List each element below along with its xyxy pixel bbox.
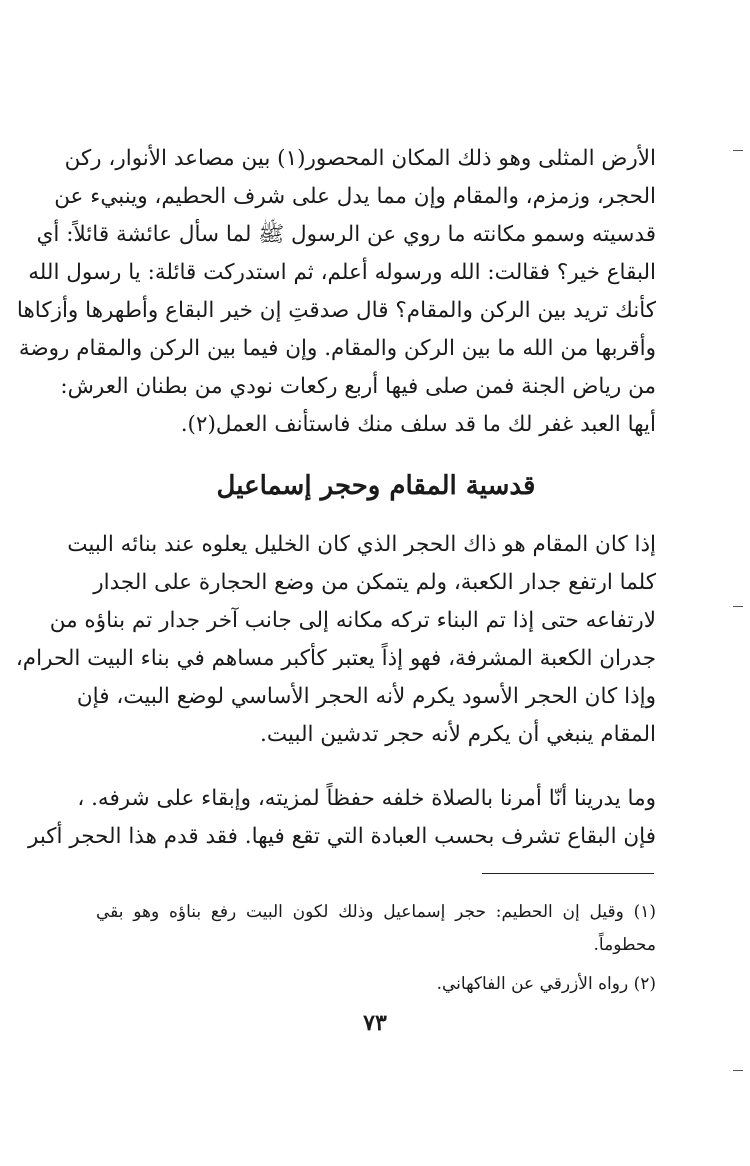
text-line: من رياض الجنة فمن صلى فيها أربع ركعات نودي من بطنان العرش: [60,374,656,399]
margin-mark [733,150,743,151]
text-line: وما يدرينا أنّا أمرنا بالصلاة خلفه حفظاً لمزيته، وإبقاء على شرفه. ، [77,786,656,811]
text-line: لارتفاعه حتى إذا تم البناء تركه مكانه إلى جانب آخر جدار تم بناؤه من [49,608,656,633]
footnote-line: (١) وقيل إن الحطيم: حجر إسماعيل وذلك لكون البيت رفع بناؤه وهو بقي [96,902,656,922]
page-body [15,140,656,856]
footnote-separator [482,873,654,874]
text-line: البقاع خير؟ فقالت: الله ورسوله أعلم، ثم استدركت قائلة: يا رسول الله [28,260,656,285]
footnote-1 [96,896,656,962]
text-line: كأنك تريد بين الركن والمقام؟ قال صدقتِ إن خير البقاع وأطهرها وأزكاها [16,298,656,323]
paragraph-2 [15,526,656,754]
margin-mark [733,606,743,607]
footnote-2 [96,968,656,1001]
text-line: وأقربها من الله ما بين الركن والمقام. وإن فيما بين الركن والمقام روضة [18,336,656,361]
text-line: كلما ارتفع جدار الكعبة، ولم يتمكن من وضع الحجارة على الجدار [93,570,656,595]
text-line: فإن البقاع تشرف بحسب العبادة التي تقع فيها. فقد قدم هذا الحجر أكبر [27,824,656,849]
text-line: الأرض المثلى وهو ذلك المكان المحصور(١) بين مصاعد الأنوار، ركن [64,146,656,171]
section-heading: قدسية المقام وحجر إسماعيل [216,471,536,501]
paragraph-1 [16,140,656,444]
footnotes [96,896,656,1007]
footnote-line: (٢) رواه الأزرقي عن الفاكهاني. [436,974,656,994]
text-line: جدران الكعبة المشرفة، فهو إذاً يعتبر كأكبر مساهم في بناء البيت الحرام، [15,646,656,671]
page-number: ٧٣ [363,1010,387,1036]
text-line: المقام ينبغي أن يكرم لأنه حجر تدشين البيت. [260,722,656,747]
text-line: وإذا كان الحجر الأسود يكرم لأنه الحجر الأساسي لوضع البيت، فإن [76,684,656,709]
paragraph-3 [27,780,656,856]
margin-mark [733,1070,743,1071]
text-line: إذا كان المقام هو ذاك الحجر الذي كان الخليل يعلوه عند بنائه البيت [67,532,656,557]
text-line: أيها العبد غفر لك ما قد سلف منك فاستأنف العمل(٢). [180,412,656,437]
text-line: قدسيته وسمو مكانته ما روي عن الرسول ﷺ لما سأل عائشة قائلاً: أي [36,222,656,247]
text-line: الحجر، وزمزم، والمقام وإن مما يدل على شرف الحطيم، وينبيء عن [54,184,656,209]
footnote-line: محطوماً. [593,935,656,955]
